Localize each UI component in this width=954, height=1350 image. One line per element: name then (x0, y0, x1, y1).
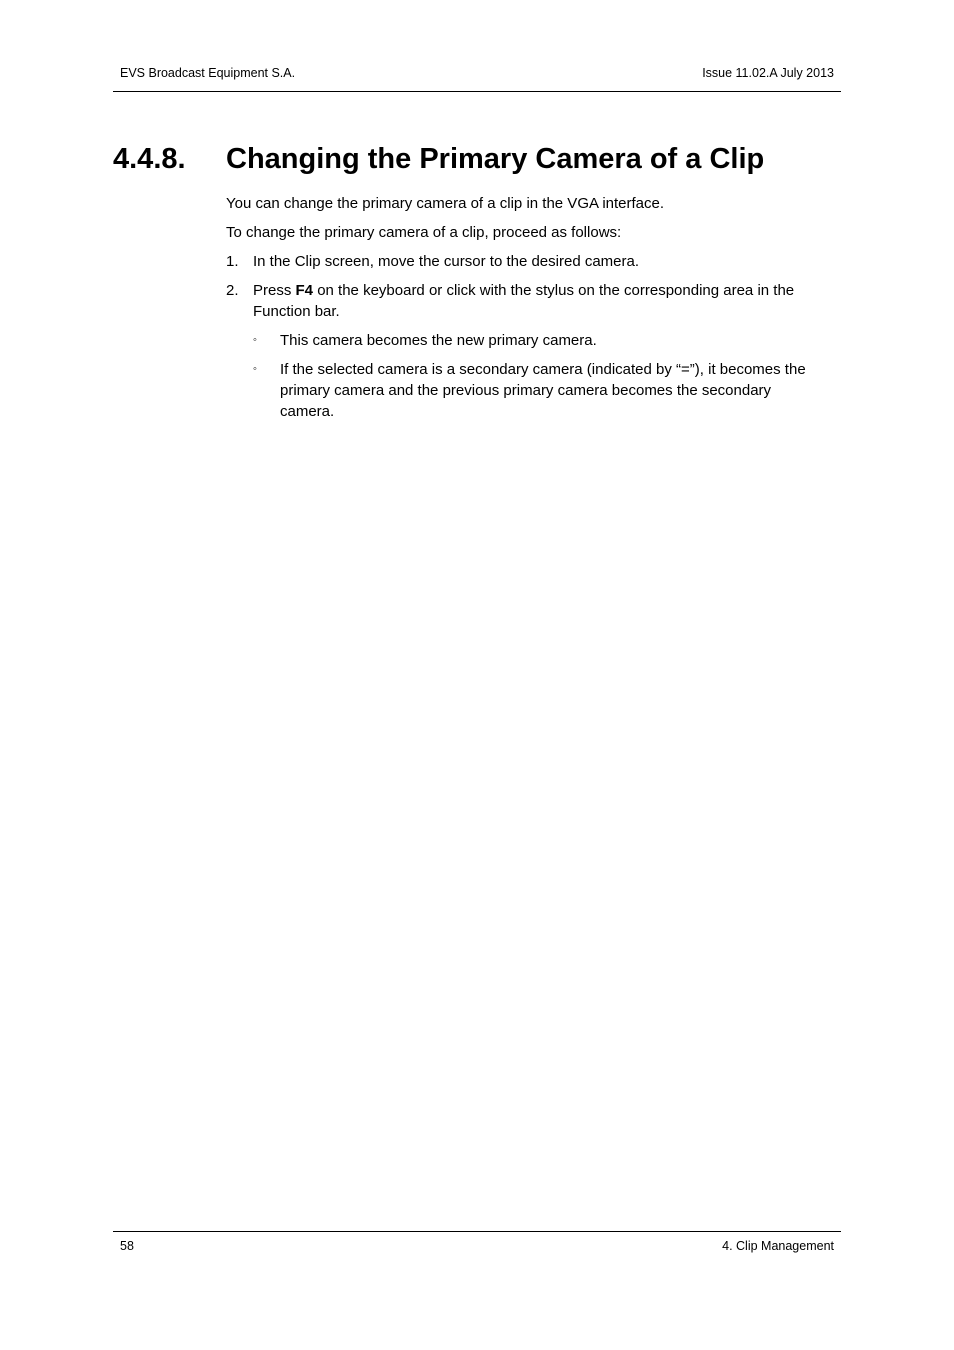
footer-chapter: 4. Clip Management (722, 1239, 834, 1253)
lead-paragraph: To change the primary camera of a clip, proceed as follows: (226, 224, 622, 241)
header-issue: Issue 11.02.A July 2013 (702, 66, 834, 80)
step-text-prefix: Press (253, 282, 296, 299)
substep-text: This camera becomes the new primary camera. (280, 332, 597, 349)
section-title: Changing the Primary Camera of a Clip (226, 143, 765, 175)
section-content (226, 193, 826, 430)
key-name: F4 (295, 282, 314, 299)
substep-2 (226, 359, 826, 422)
header-company: EVS Broadcast Equipment S.A. (120, 66, 296, 80)
step-2 (226, 280, 826, 322)
substep-1 (226, 330, 826, 351)
step-text: In the Clip screen, move the cursor to the desired camera. (253, 253, 640, 270)
step-number: 2. (226, 282, 239, 299)
step-text-suffix: on the keyboard or click with the stylus on the corresponding area in the Function bar. (253, 282, 795, 320)
circle-bullet-icon: ◦ (253, 334, 257, 346)
intro-paragraph: You can change the primary camera of a clip in the VGA interface. (226, 195, 665, 212)
section-number: 4.4.8. (113, 143, 186, 175)
step-1 (226, 251, 826, 272)
step-number: 1. (226, 253, 239, 270)
substep-text: If the selected camera is a secondary camera (indicated by “=”), it becomes the primary camera and the previous primary camera becomes the secondary camera. (280, 361, 806, 420)
page-header (113, 0, 841, 92)
page-footer (113, 1231, 841, 1253)
page-number: 58 (120, 1239, 134, 1253)
circle-bullet-icon: ◦ (253, 363, 257, 375)
